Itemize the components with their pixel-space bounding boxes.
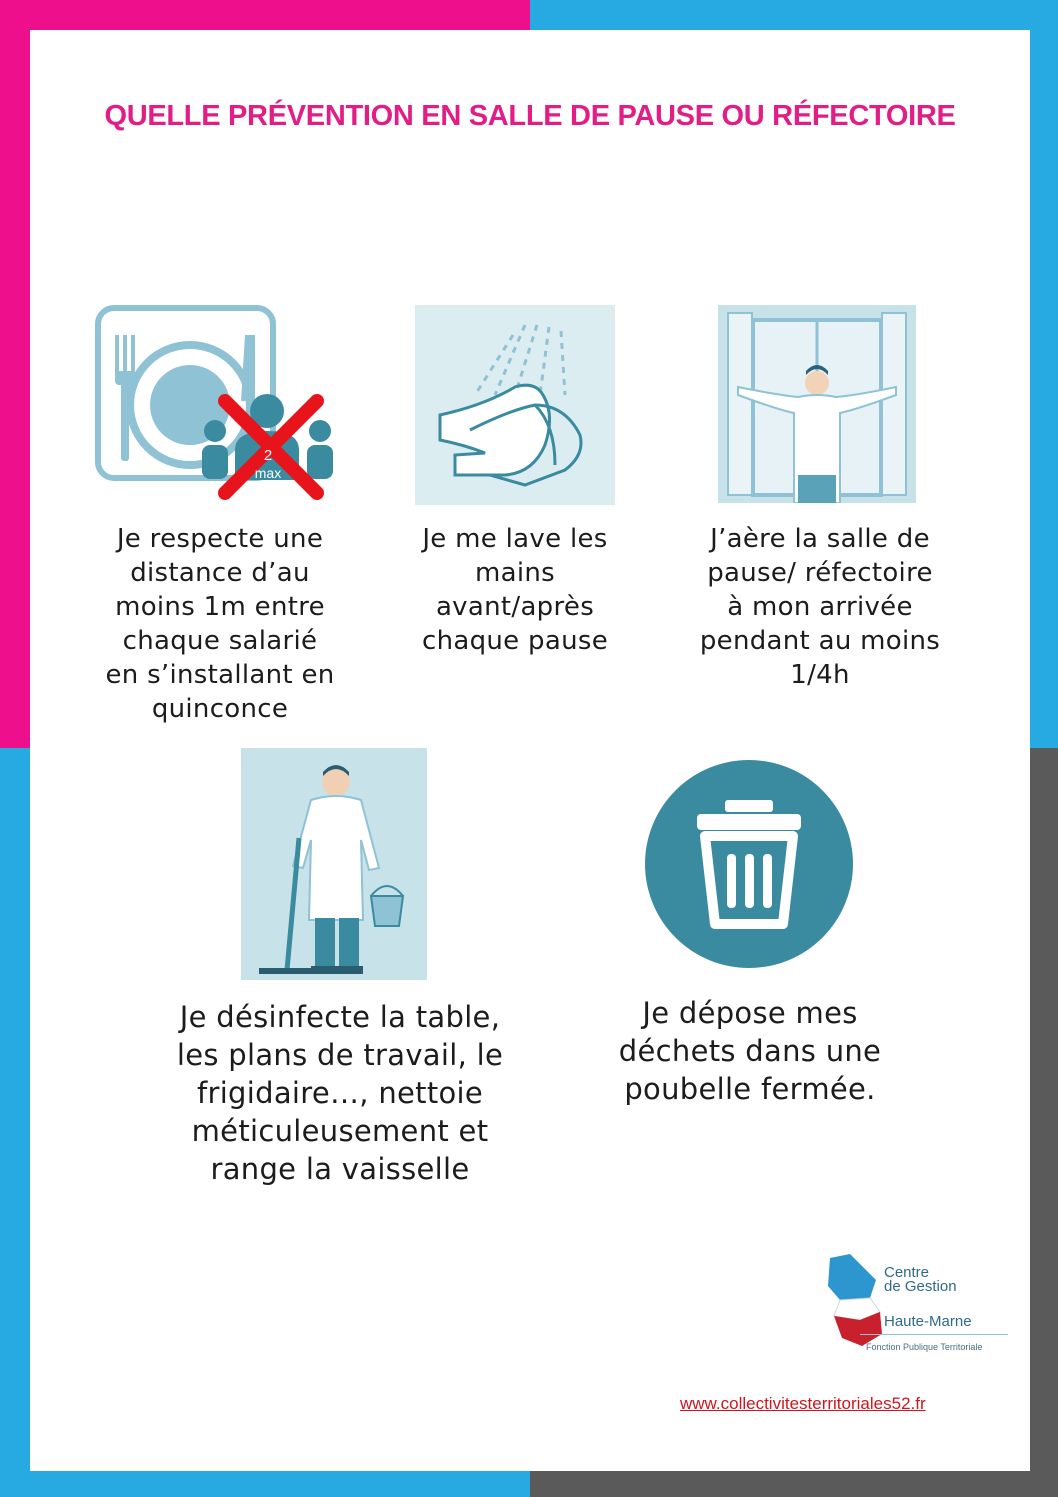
caption-line: moins 1m entre (115, 592, 325, 622)
caption-line: mains (474, 558, 555, 588)
caption-line: méticuleusement et (191, 1114, 489, 1148)
tip-card-distance (70, 300, 370, 730)
caption-line: en s’installant en (105, 660, 335, 690)
caption-line: frigidaire…, nettoie (196, 1076, 484, 1110)
caption-line: à mon arrivée (727, 592, 913, 622)
tip-caption (70, 522, 370, 726)
hand-washing-icon (415, 305, 615, 505)
open-window-icon (718, 305, 916, 503)
caption-line: déchets dans une (618, 1034, 882, 1068)
tip-card-waste (580, 748, 920, 1148)
caption-line: chaque pause (421, 626, 608, 656)
badge-label: max (254, 465, 282, 481)
caption-line: J’aère la salle de (710, 524, 930, 554)
caption-line: pendant au moins (699, 626, 941, 656)
tip-caption (580, 994, 920, 1108)
caption-line: Je désinfecte la table, (179, 1000, 501, 1034)
caption-line: Je dépose mes (642, 996, 858, 1030)
centre-de-gestion-logo (820, 1250, 1010, 1370)
logo-line2: de Gestion (884, 1278, 957, 1295)
caption-line: chaque salarié (122, 626, 318, 656)
poster-sheet (30, 30, 1030, 1471)
website-link[interactable]: www.collectivitesterritoriales52.fr (680, 1394, 926, 1413)
tip-caption (395, 522, 635, 658)
tip-caption (140, 998, 540, 1188)
caption-line: pause/ réfectoire (707, 558, 933, 588)
caption-line: les plans de travail, le (176, 1038, 504, 1072)
tip-card-handwashing (395, 300, 635, 700)
logo-tagline: Fonction Publique Territoriale (866, 1342, 983, 1352)
badge-number: 2 (263, 447, 273, 464)
distancing-plate-icon (95, 305, 345, 505)
cleaner-mop-icon (241, 748, 427, 980)
tip-card-disinfect (140, 748, 540, 1198)
caption-line: range la vaisselle (210, 1152, 470, 1186)
caption-line: quinconce (151, 694, 289, 724)
caption-line: Je respecte une (116, 524, 324, 554)
caption-line: 1/4h (790, 660, 850, 690)
logo-line1: Centre (884, 1264, 930, 1281)
poster-title: QUELLE PRÉVENTION EN SALLE DE PAUSE OU RÉFECTOIRE (104, 100, 956, 132)
caption-line: distance d’au (130, 558, 310, 588)
logo-line3: Haute-Marne (884, 1313, 972, 1330)
trash-bin-icon (643, 758, 855, 970)
logo-divider (860, 1334, 1008, 1335)
caption-line: poubelle fermée. (624, 1072, 876, 1106)
tip-card-ventilation (675, 300, 965, 720)
tip-caption (675, 522, 965, 692)
caption-line: avant/après (435, 592, 595, 622)
caption-line: Je me lave les (422, 524, 608, 554)
